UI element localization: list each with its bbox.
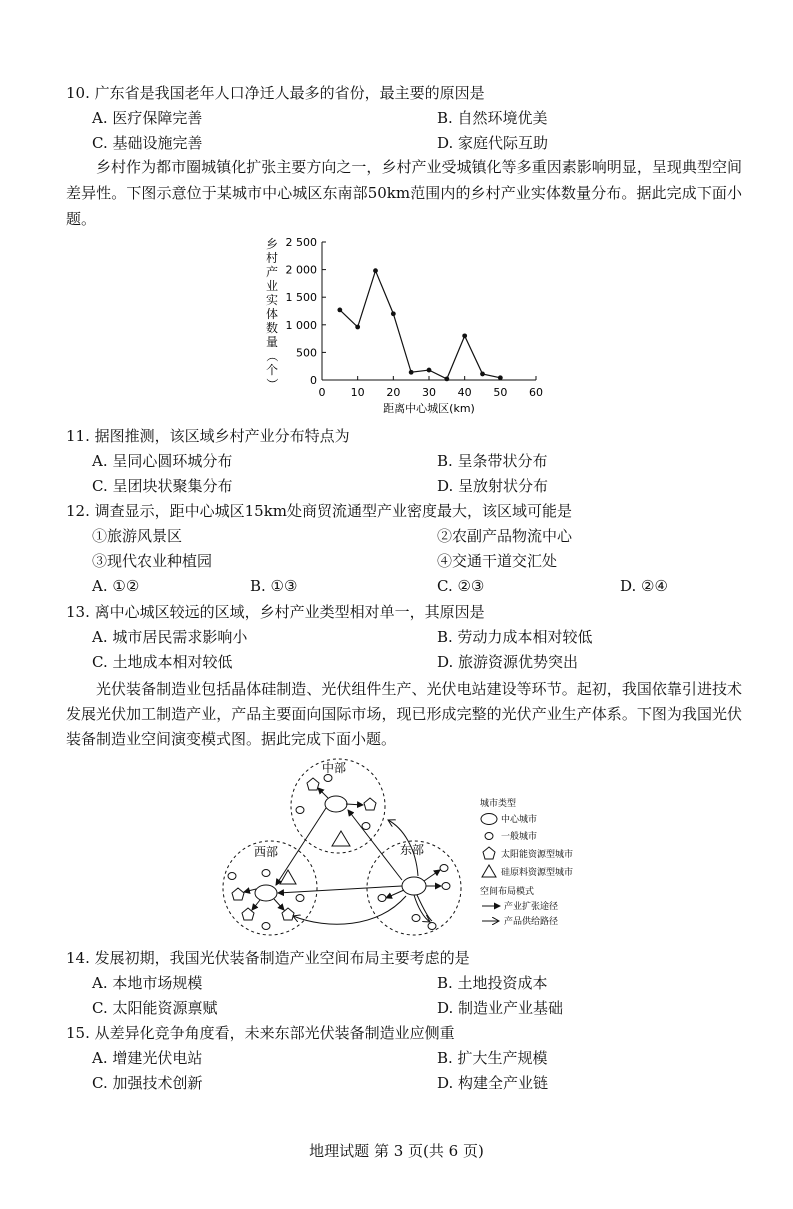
- data-point: [391, 311, 396, 316]
- q12-option-b: B. ①③: [250, 577, 298, 595]
- y-axis-label-char: 业: [265, 279, 279, 293]
- central-solar-city: [364, 798, 376, 810]
- y-tick-label: 2 000: [285, 263, 317, 277]
- data-point: [409, 370, 414, 375]
- q13-option-c: C. 土地成本相对较低: [92, 653, 233, 671]
- central-solar-city: [307, 778, 319, 790]
- west-general-city: [296, 895, 304, 902]
- data-point: [462, 333, 467, 338]
- east-general-city: [440, 865, 448, 872]
- expand-arrow: [278, 886, 402, 893]
- q10-option-c: C. 基础设施完善: [92, 134, 203, 152]
- central-center-city: [325, 796, 347, 812]
- q14-option-c: C. 太阳能资源禀赋: [92, 999, 218, 1017]
- x-tick-label: 60: [529, 386, 543, 399]
- legend-expand: 产业扩张途径: [504, 902, 559, 912]
- y-axis-label-char: 产: [265, 265, 279, 279]
- x-tick-label: 50: [493, 386, 508, 399]
- central-silicon-city: [332, 831, 350, 846]
- y-axis-label-char: 量: [265, 335, 279, 349]
- west-general-city: [262, 870, 270, 877]
- expand-arrow: [424, 870, 440, 881]
- q15-option-b: B. 扩大生产规模: [437, 1049, 548, 1067]
- x-tick-label: 10: [350, 386, 365, 399]
- y-axis-label-char: 村: [265, 251, 279, 265]
- q11-stem: 11. 据图推测，该区域乡村产业分布特点为: [66, 427, 350, 445]
- x-tick-label: 40: [457, 386, 472, 399]
- q14-option-a: A. 本地市场规模: [92, 974, 203, 992]
- q15-option-a: A. 增建光伏电站: [92, 1049, 203, 1067]
- q10-option-d: D. 家庭代际互助: [437, 134, 549, 152]
- q10-option-b: B. 自然环境优美: [437, 109, 548, 127]
- q10-option-a: A. 医疗保障完善: [92, 109, 203, 127]
- y-axis-label-char: 乡: [265, 237, 279, 251]
- data-point: [373, 268, 378, 273]
- expand-arrow: [386, 890, 404, 898]
- y-axis-label-char: ）: [265, 377, 279, 391]
- y-axis-label-char: 实: [265, 293, 279, 307]
- q14-stem: 14. 发展初期，我国光伏装备制造产业空间布局主要考虑的是: [66, 949, 470, 967]
- y-axis-label-char: （: [265, 349, 279, 363]
- rural-industry-line-chart: [258, 232, 558, 422]
- y-axis-label-char: 数: [265, 321, 279, 335]
- q12-stem: 12. 调查显示，距中心城区15km处商贸流通型产业密度最大，该区域可能是: [66, 502, 573, 520]
- y-axis-label-char: 个: [265, 363, 279, 377]
- q11-option-a: A. 呈同心圆环城分布: [92, 452, 233, 470]
- q13-option-d: D. 旅游资源优势突出: [437, 653, 579, 671]
- q13-option-b: B. 劳动力成本相对较低: [437, 628, 593, 646]
- west-general-city: [228, 873, 236, 880]
- x-tick-label: 30: [422, 386, 436, 399]
- east-general-city: [428, 923, 436, 930]
- data-point: [498, 375, 503, 380]
- data-point: [444, 376, 449, 381]
- expand-arrow: [244, 889, 256, 892]
- q11-option-b: B. 呈条带状分布: [437, 452, 548, 470]
- east-center-city: [402, 877, 426, 895]
- passage-photovoltaic: 光伏装备制造业包括晶体硅制造、光伏组件生产、光伏电站建设等环节。起初，我国依靠引进技术发展光伏加工制造产业，产品主要面向国际市场，现已形成完整的光伏产业生产体系。下图为我国光伏装备制造业空间演变模式图。据此完成下面小题。: [66, 680, 742, 748]
- q11-option-c: C. 呈团块状聚集分布: [92, 477, 233, 495]
- expand-arrow: [318, 788, 328, 798]
- expand-arrow: [346, 804, 363, 805]
- central-general-city: [324, 775, 332, 782]
- expand-arrow: [276, 808, 326, 885]
- legend-silicon-city-icon: [482, 865, 496, 877]
- q12-item-4: ④交通干道交汇处: [437, 552, 558, 570]
- west-silicon-city: [280, 870, 296, 884]
- q13-stem: 13. 离中心城区较远的区域，乡村产业类型相对单一，其原因是: [66, 603, 485, 621]
- q12-item-3: ③现代农业种植园: [92, 552, 213, 570]
- expand-arrow: [252, 900, 260, 910]
- page-footer: 地理试题 第 3 页(共 6 页): [309, 1142, 484, 1160]
- x-tick-label: 0: [318, 386, 326, 399]
- data-line: [340, 271, 501, 379]
- legend-mode-title: 空间布局模式: [480, 887, 535, 897]
- q10-stem: 10. 广东省是我国老年人口净迁人最多的省份，最主要的原因是: [66, 84, 485, 102]
- central-general-city: [362, 823, 370, 830]
- q12-option-a: A. ①②: [92, 577, 140, 595]
- west-solar-city: [232, 888, 244, 900]
- data-point: [337, 307, 342, 312]
- region-central-label: 中部: [322, 761, 347, 775]
- y-tick-label: 2 500: [285, 236, 317, 249]
- legend-solar-city-icon: [483, 847, 495, 859]
- y-tick-label: 1 500: [285, 291, 317, 305]
- q14-option-b: B. 土地投资成本: [437, 974, 548, 992]
- east-general-city: [412, 915, 420, 922]
- expand-arrow: [274, 899, 284, 910]
- q14-option-d: D. 制造业产业基础: [437, 999, 564, 1017]
- east-general-city: [378, 895, 386, 902]
- q12-option-d: D. ②④: [620, 577, 668, 595]
- data-point: [427, 368, 432, 373]
- legend-center-city-icon: [481, 814, 497, 825]
- q11-option-d: D. 呈放射状分布: [437, 477, 549, 495]
- legend-supply: 产品供给路径: [504, 917, 559, 927]
- legend-center-city: 中心城市: [501, 815, 538, 825]
- q12-item-1: ①旅游风景区: [92, 527, 183, 545]
- q12-item-2: ②农副产品物流中心: [437, 527, 573, 545]
- pv-spatial-evolution-diagram: [218, 758, 608, 948]
- legend-solar-city: 太阳能资源型城市: [501, 850, 574, 860]
- legend-general-city: 一般城市: [501, 832, 538, 842]
- supply-arrow: [293, 896, 406, 924]
- y-tick-label: 500: [296, 346, 317, 360]
- y-tick-label: 0: [310, 374, 317, 387]
- legend-general-city-icon: [485, 833, 493, 840]
- q15-option-d: D. 构建全产业链: [437, 1074, 549, 1092]
- x-tick-label: 20: [386, 386, 401, 399]
- west-center-city: [255, 885, 277, 901]
- y-tick-label: 1 000: [285, 318, 317, 332]
- q12-option-c: C. ②③: [437, 577, 485, 595]
- legend-title: 城市类型: [480, 799, 517, 809]
- q15-option-c: C. 加强技术创新: [92, 1074, 203, 1092]
- central-general-city: [296, 807, 304, 814]
- x-axis-label: 距离中心城区(km): [383, 402, 475, 415]
- data-point: [355, 325, 360, 330]
- region-east-label: 东部: [400, 843, 425, 857]
- y-axis-label-char: 体: [265, 307, 279, 321]
- west-general-city: [262, 923, 270, 930]
- east-general-city: [442, 883, 450, 890]
- legend-silicon-city: 硅原料资源型城市: [501, 868, 574, 878]
- q13-option-a: A. 城市居民需求影响小: [92, 628, 248, 646]
- data-point: [480, 372, 485, 377]
- q15-stem: 15. 从差异化竞争角度看，未来东部光伏装备制造业应侧重: [66, 1024, 455, 1042]
- region-west-label: 西部: [254, 845, 279, 859]
- passage-rural-industry: 乡村作为都市圈城镇化扩张主要方向之一，乡村产业受城镇化等多重因素影响明显，呈现典型空间差异性。下图示意位于某城市中心城区东南部50km范围内的乡村产业实体数量分布。据此完成下面小题。: [66, 158, 742, 228]
